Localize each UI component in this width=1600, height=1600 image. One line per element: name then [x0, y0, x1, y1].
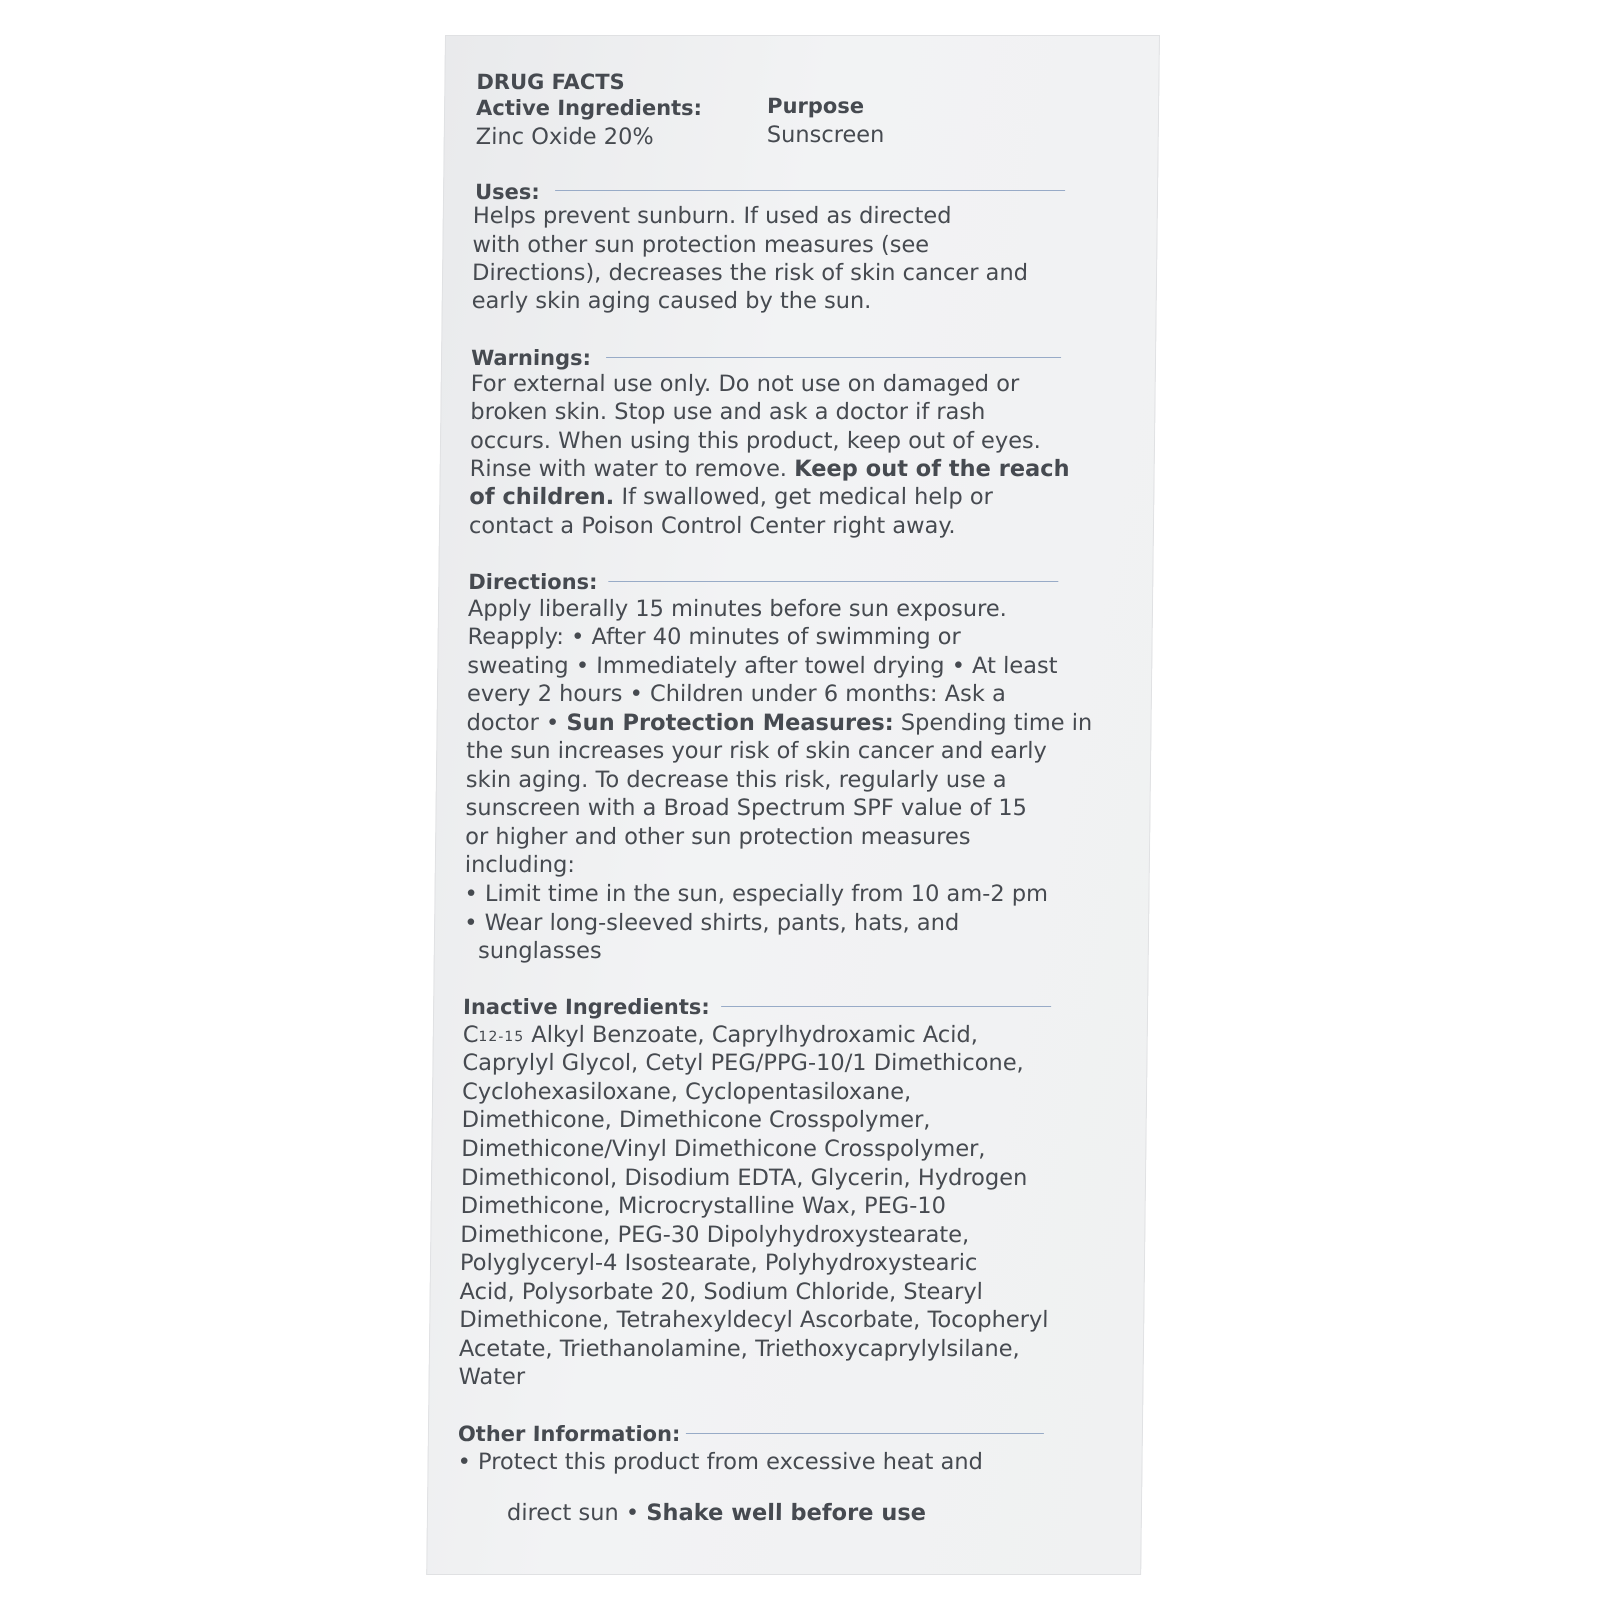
warnings-text: If swallowed, get medical help or — [614, 484, 994, 510]
warnings-line: For external use only. Do not use on damaged or — [470, 371, 1020, 397]
warnings-heading: Warnings: — [470, 346, 592, 370]
inactive-line: Dimethiconol, Disodium EDTA, Glycerin, Hydrogen — [460, 1165, 1028, 1191]
directions-line — [466, 712, 1092, 735]
other-info-line — [457, 1479, 927, 1547]
drug-facts-panel — [426, 35, 1160, 1575]
sun-protection-label: Sun Protection Measures: — [566, 710, 894, 736]
active-ingredient-value: Zinc Oxide 20% — [475, 124, 654, 150]
warnings-line — [470, 458, 1070, 481]
directions-bullet: sunglasses — [463, 938, 602, 964]
other-info-heading: Other Information: — [457, 1422, 681, 1446]
directions-line: including: — [464, 852, 576, 878]
directions-bullet: • Wear long-sleeved shirts, pants, hats, and — [463, 910, 960, 936]
directions-line: or higher and other sun protection measures — [465, 824, 971, 850]
directions-line: sunscreen with a Broad Spectrum SPF value of 15 — [465, 795, 1028, 821]
uses-heading: Uses: — [474, 180, 540, 204]
warnings-line: occurs. When using this product, keep out of eyes. — [469, 428, 1042, 454]
drug-facts-title: DRUG FACTS — [476, 70, 625, 94]
purpose-label: Purpose — [766, 94, 865, 118]
directions-bullet: • Limit time in the sun, especially from 10 am-2 pm — [464, 881, 1049, 907]
uses-line: Directions), decreases the risk of skin cancer and — [471, 260, 1029, 286]
inactive-text: Alkyl Benzoate, Caprylhydroxamic Acid, — [524, 1022, 979, 1048]
warnings-line: contact a Poison Control Center right away. — [468, 513, 956, 539]
drug-facts-text — [426, 35, 1160, 1575]
inactive-divider — [721, 1006, 1051, 1007]
warnings-text: Rinse with water to remove. — [469, 456, 795, 482]
inactive-line: Dimethicone, Microcrystalline Wax, PEG-10 — [460, 1193, 947, 1219]
directions-line: sweating • Immediately after towel drying • At least — [467, 653, 1058, 679]
inactive-heading: Inactive Ingredients: — [462, 995, 710, 1019]
inactive-line: Polyglyceryl-4 Isostearate, Polyhydroxystearic — [459, 1250, 978, 1276]
of-children-text: of children. — [469, 484, 615, 510]
inactive-line: Caprylyl Glycol, Cetyl PEG/PPG-10/1 Dimethicone, — [462, 1050, 1024, 1076]
directions-line: every 2 hours • Children under 6 months: Ask a — [466, 681, 1006, 707]
directions-line: skin aging. To decrease this risk, regularly use a — [465, 767, 1007, 793]
directions-text: Spending time in — [893, 710, 1093, 736]
directions-line: Reapply: • After 40 minutes of swimming or — [467, 624, 961, 650]
inactive-line: Cyclohexasiloxane, Cyclopentasiloxane, — [461, 1079, 912, 1105]
other-info-text: direct sun • — [499, 1499, 647, 1526]
inactive-line: Dimethicone, Dimethicone Crosspolymer, — [461, 1107, 931, 1133]
inactive-line: Acetate, Triethanolamine, Triethoxycaprylylsilane, — [458, 1336, 1020, 1362]
purpose-value: Sunscreen — [766, 122, 885, 148]
keep-out-of-reach-text: Keep out of the reach — [794, 456, 1070, 482]
inactive-line: Dimethicone/Vinyl Dimethicone Crosspolymer, — [461, 1136, 986, 1162]
directions-divider — [608, 581, 1058, 582]
inactive-line: Water — [458, 1364, 526, 1390]
warnings-line: broken skin. Stop use and ask a doctor if rash — [470, 399, 986, 425]
uses-line: Helps prevent sunburn. If used as directed — [472, 203, 952, 229]
shake-well-text: Shake well before use — [646, 1499, 927, 1526]
uses-line: with other sun protection measures (see — [472, 232, 930, 258]
directions-line: the sun increases your risk of skin cancer and early — [466, 738, 1047, 764]
directions-heading: Directions: — [468, 570, 598, 594]
inactive-line: Acid, Polysorbate 20, Sodium Chloride, Stearyl — [459, 1279, 984, 1305]
active-ingredients-label: Active Ingredients: — [475, 96, 703, 120]
directions-text: doctor • — [466, 710, 567, 736]
inactive-line: Dimethicone, Tetrahexyldecyl Ascorbate, Tocopheryl — [459, 1307, 1049, 1333]
inactive-text: C — [462, 1022, 479, 1048]
uses-line: early skin aging caused by the sun. — [471, 288, 872, 314]
other-info-divider — [686, 1433, 1044, 1434]
other-info-line: • Protect this product from excessive heat and — [457, 1449, 984, 1475]
directions-line: Apply liberally 15 minutes before sun exposure. — [467, 596, 1007, 622]
inactive-line: Dimethicone, PEG-30 Dipolyhydroxystearate, — [460, 1222, 970, 1248]
warnings-divider — [606, 357, 1061, 358]
inactive-line — [463, 1024, 978, 1047]
carbon-range-subscript: 12-15 — [478, 1029, 525, 1045]
warnings-line — [469, 486, 993, 509]
uses-divider — [555, 190, 1065, 191]
